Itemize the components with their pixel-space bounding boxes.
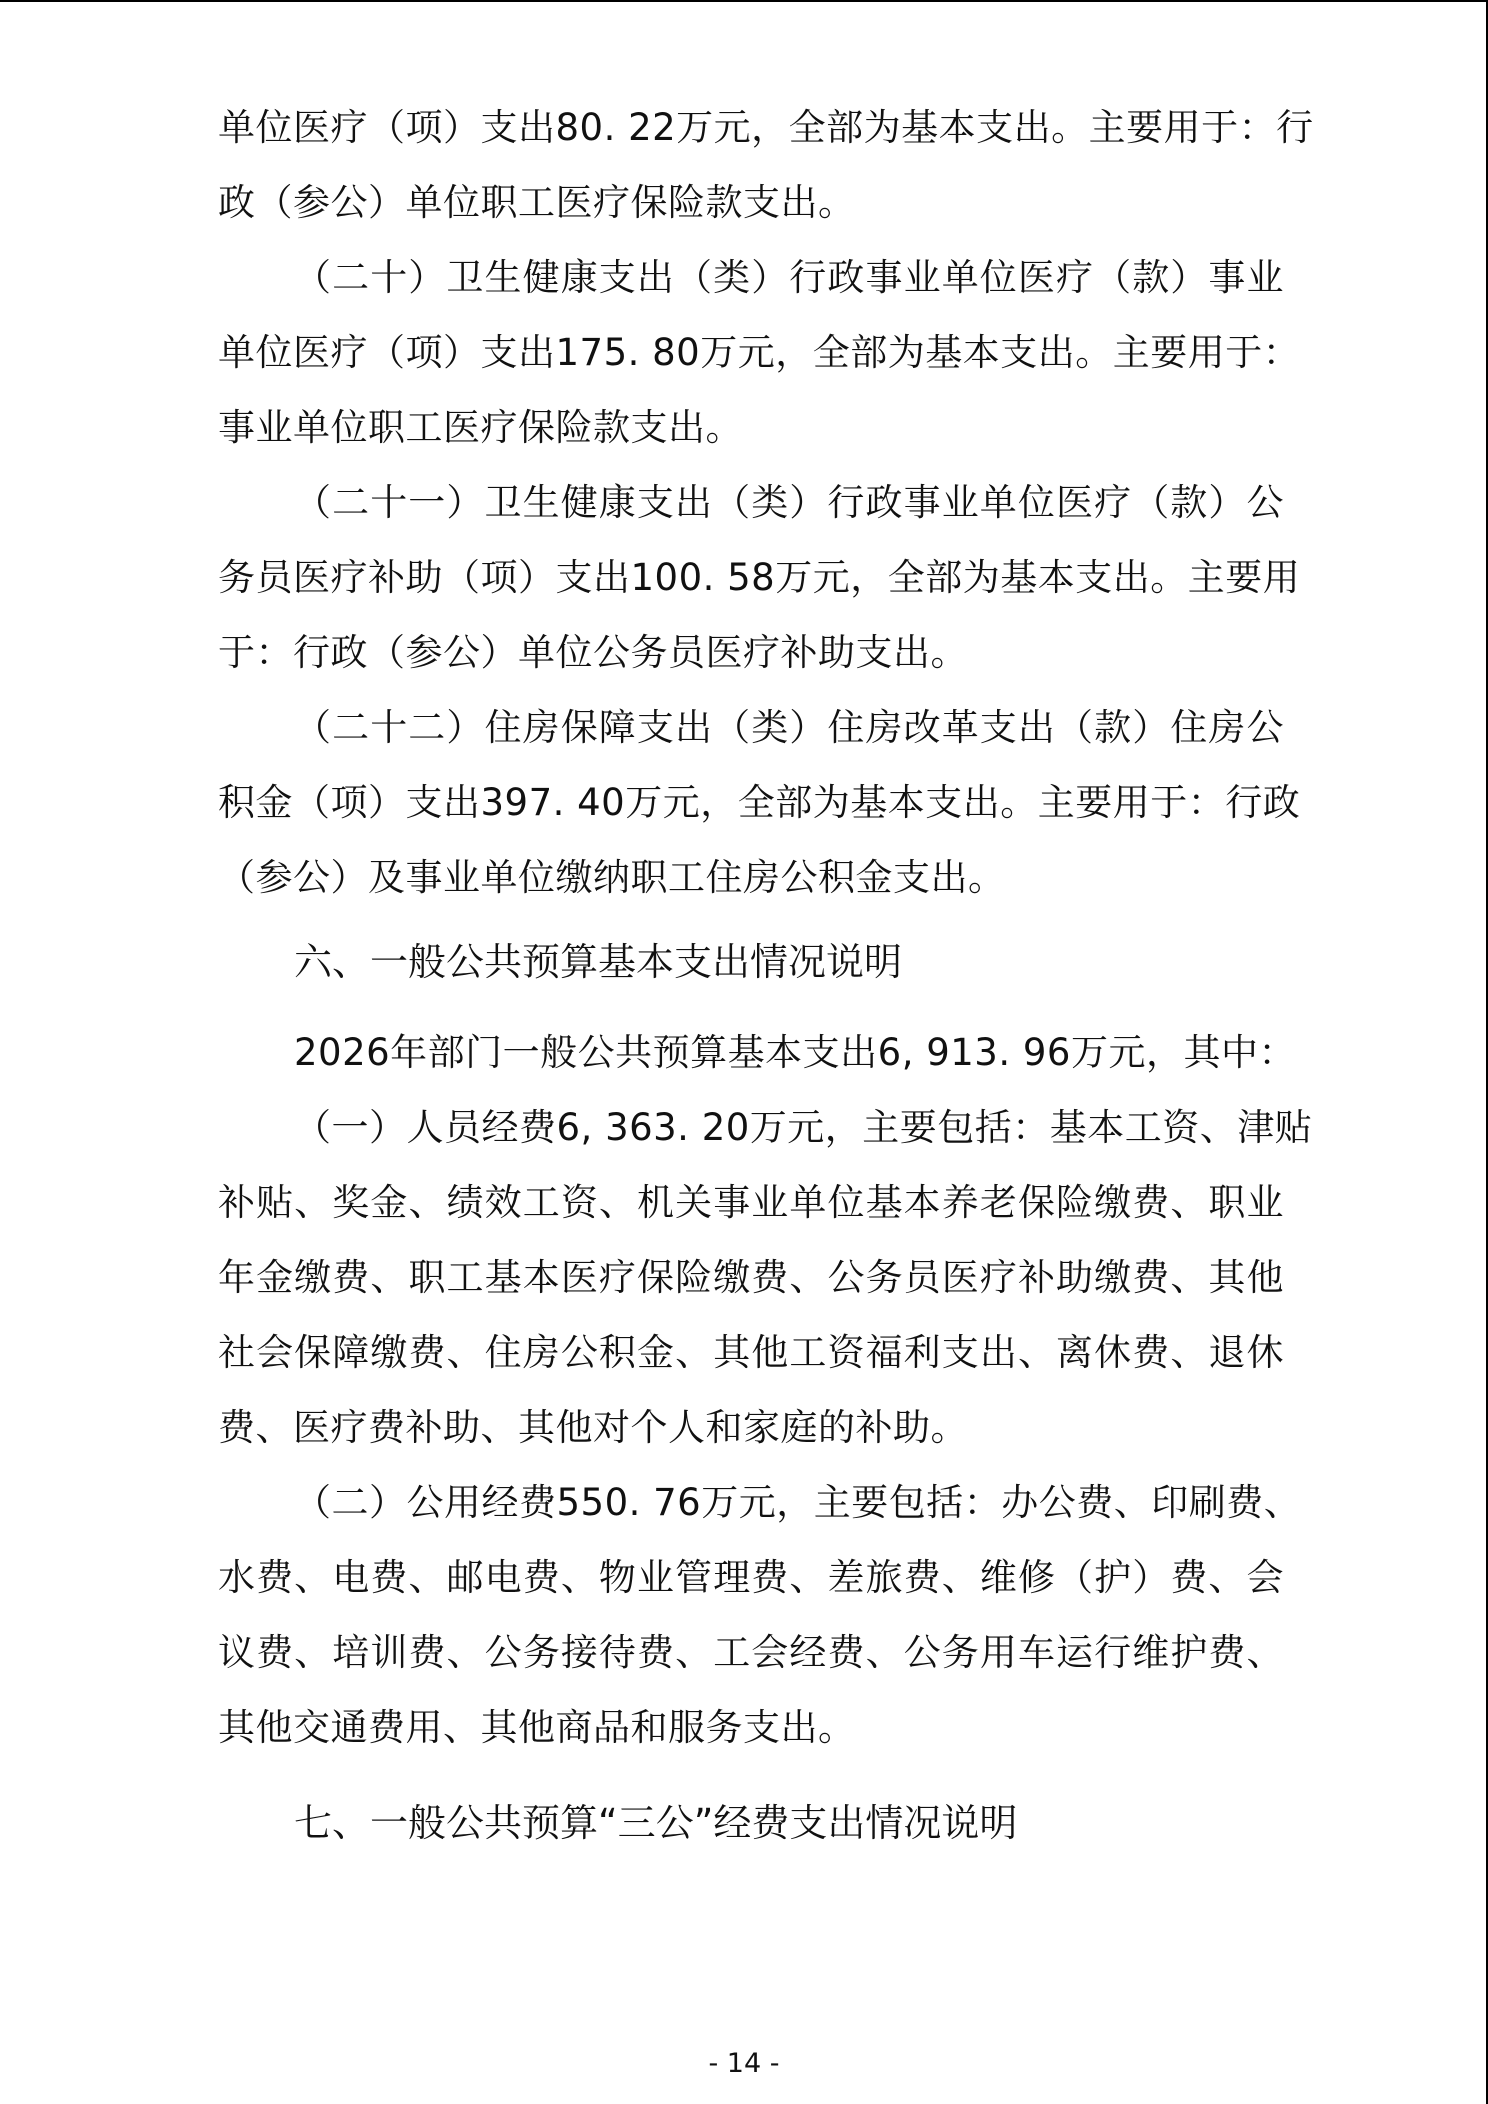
paragraph-medical-institution <box>218 240 1301 465</box>
page-border-top <box>0 0 1488 2</box>
text-line: 事业单位职工医疗保险款支出。 <box>218 406 743 449</box>
text-line: 其他交通费用、其他商品和服务支出。 <box>218 1706 856 1749</box>
text-line: 单位医疗（项）支出80. 22万元，全部为基本支出。主要用于：行 <box>218 106 1314 149</box>
paragraph-housing-fund <box>218 690 1301 915</box>
text-line: 水费、电费、邮电费、物业管理费、差旅费、维修（护）费、会 <box>218 1556 1284 1599</box>
text-line: 积金（项）支出397. 40万元，全部为基本支出。主要用于：行政 <box>218 781 1301 824</box>
document-body <box>218 90 1314 1853</box>
section-heading-three-public-funds: 七、一般公共预算“三公”经费支出情况说明 <box>294 1801 1018 1845</box>
text-line: 年金缴费、职工基本医疗保险缴费、公务员医疗补助缴费、其他 <box>218 1256 1284 1299</box>
paragraph-civil-servant-medical <box>218 465 1301 690</box>
intro-basic-expenditure: 2026年部门一般公共预算基本支出6, 913. 96万元，其中： <box>294 1031 1296 1074</box>
text-line: （二十一）卫生健康支出（类）行政事业单位医疗（款）公 <box>294 481 1284 524</box>
page-number: - 14 - <box>708 2048 780 2079</box>
text-line: 政（参公）单位职工医疗保险款支出。 <box>218 181 856 224</box>
text-line: 议费、培训费、公务接待费、工会经费、公务用车运行维护费、 <box>218 1631 1284 1674</box>
paragraph-personnel-expenses <box>218 1090 1313 1465</box>
text-line: （参公）及事业单位缴纳职工住房公积金支出。 <box>218 856 1006 899</box>
text-line: 于：行政（参公）单位公务员医疗补助支出。 <box>218 631 968 674</box>
text-line: 社会保障缴费、住房公积金、其他工资福利支出、离休费、退休 <box>218 1331 1284 1374</box>
text-line: （二十）卫生健康支出（类）行政事业单位医疗（款）事业 <box>294 256 1284 299</box>
paragraph-public-expenses <box>218 1465 1302 1765</box>
text-line: （二十二）住房保障支出（类）住房改革支出（款）住房公 <box>294 706 1284 749</box>
section-heading-basic-expenditure: 六、一般公共预算基本支出情况说明 <box>294 940 903 984</box>
text-line: 务员医疗补助（项）支出100. 58万元，全部为基本支出。主要用 <box>218 556 1301 599</box>
text-line: （一）人员经费6, 363. 20万元，主要包括：基本工资、津贴 <box>294 1106 1313 1149</box>
text-line: 费、医疗费补助、其他对个人和家庭的补助。 <box>218 1406 968 1449</box>
text-line: 单位医疗（项）支出175. 80万元，全部为基本支出。主要用于： <box>218 331 1301 374</box>
text-line: 补贴、奖金、绩效工资、机关事业单位基本养老保险缴费、职业 <box>218 1181 1284 1224</box>
text-line: （二）公用经费550. 76万元，主要包括：办公费、印刷费、 <box>294 1481 1302 1524</box>
paragraph-medical-admin <box>218 90 1314 240</box>
